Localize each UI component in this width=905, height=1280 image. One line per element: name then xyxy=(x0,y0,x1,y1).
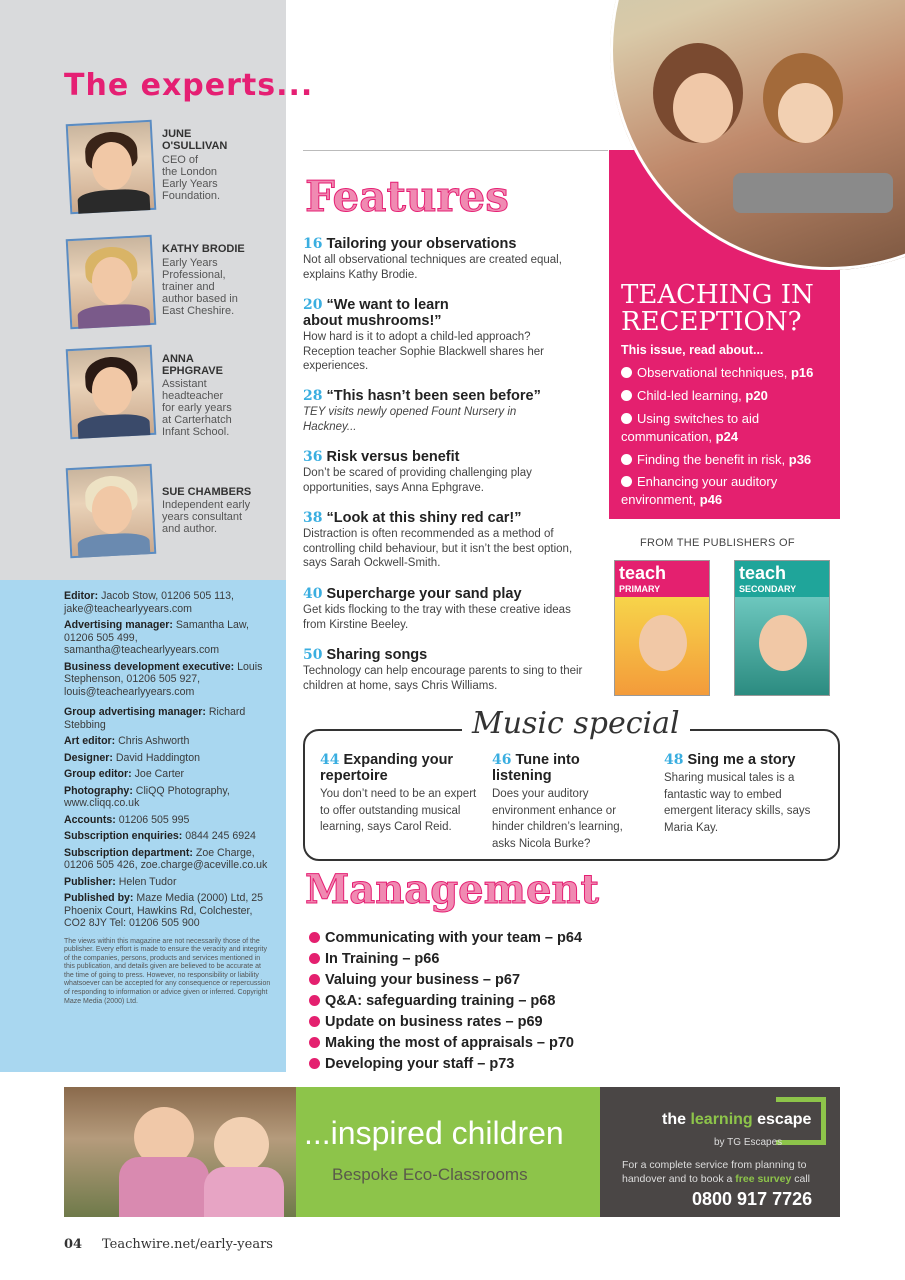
advert-photo xyxy=(64,1087,296,1217)
feature-item[interactable] xyxy=(303,449,573,495)
bullet-icon xyxy=(309,974,320,985)
management-item[interactable]: Developing your staff – p73 xyxy=(309,1056,514,1072)
management-heading: Management xyxy=(305,866,599,913)
feature-item[interactable] xyxy=(303,647,588,693)
credit-line: Group advertising manager: Richard Stebbing xyxy=(64,706,246,731)
feature-title: Sharing songs xyxy=(326,647,428,663)
reception-item[interactable]: Using switches to aid communication, p24 xyxy=(621,411,760,444)
advert-logo: the learning escape xyxy=(662,1111,812,1128)
magazine-cover-primary[interactable]: teach PRIMARY xyxy=(614,560,710,696)
credit-line: Accounts: 01206 505 995 xyxy=(64,813,190,826)
advert-text: handover and to book a free survey call xyxy=(622,1173,810,1185)
page-number-footer: 04 xyxy=(64,1237,83,1252)
feature-desc: Technology can help encourage parents to sing to their children at home, says Chris Williams. xyxy=(303,665,583,692)
page-number: 48 xyxy=(664,752,684,768)
advert-logo-by: by TG Escapes xyxy=(714,1137,783,1148)
bullet-icon xyxy=(621,390,632,401)
bullet-icon xyxy=(309,1037,320,1048)
publishers-label: FROM THE PUBLISHERS OF xyxy=(640,537,795,549)
feature-title: “Look at this shiny red car!” xyxy=(326,510,522,526)
feature-desc: How hard is it to adopt a child-led approach? Reception teacher Sophie Blackwell shares her experiences. xyxy=(303,331,544,372)
reception-item[interactable]: Finding the benefit in risk, p36 xyxy=(621,451,836,469)
management-item[interactable]: Q&A: safeguarding training – p68 xyxy=(309,993,555,1009)
feature-item[interactable] xyxy=(303,586,578,632)
expert-bio: Early Years Professional, trainer and author based in East Cheshire. xyxy=(162,257,238,317)
page-number: 16 xyxy=(303,236,323,252)
credit-line: Advertising manager: Samantha Law, 01206 505 499, samantha@teachearlyyears.com xyxy=(64,619,249,656)
feature-title: Supercharge your sand play xyxy=(326,586,522,602)
expert-name: SUE CHAMBERS xyxy=(162,486,252,498)
expert-bio: CEO of the London Early Years Foundation. xyxy=(162,154,221,202)
page-number: 36 xyxy=(303,449,323,465)
music-special-heading: Music special xyxy=(462,706,690,741)
bullet-icon xyxy=(309,1016,320,1027)
feature-title: Tailoring your observations xyxy=(326,236,517,252)
music-item-desc: You don’t need to be an expert to offer outstanding musical learning, says Carol Reid. xyxy=(320,788,477,833)
page-number: 44 xyxy=(320,752,340,768)
page-number: 20 xyxy=(303,297,323,313)
advert-text: For a complete service from planning to xyxy=(622,1159,807,1171)
bullet-icon xyxy=(309,1058,320,1069)
feature-title: “We want to learn about mushrooms!” xyxy=(303,297,449,329)
credit-line: Designer: David Haddington xyxy=(64,751,201,764)
music-item-title: Sing me a story xyxy=(687,752,796,768)
credit-line: Photography: CliQQ Photography, www.cliqq.co.uk xyxy=(64,784,230,809)
reception-item[interactable]: Child-led learning, p20 xyxy=(621,387,836,405)
credits-panel xyxy=(0,580,286,1072)
feature-item[interactable] xyxy=(303,510,588,571)
credit-line: Publisher: Helen Tudor xyxy=(64,875,177,888)
advert-tagline-panel xyxy=(296,1087,600,1217)
bullet-icon xyxy=(309,932,320,943)
expert-name: ANNA EPHGRAVE xyxy=(162,353,223,377)
expert-photo xyxy=(66,235,157,329)
bullet-icon xyxy=(309,995,320,1006)
music-item[interactable] xyxy=(492,752,644,852)
advert-banner[interactable] xyxy=(64,1087,840,1217)
experts-heading: The experts... xyxy=(64,68,314,103)
expert-bio: Independent early years consultant and author. xyxy=(162,499,251,535)
feature-desc: Distraction is often recommended as a method of controlling child behaviour, but it isn’t the best option, says Sarah Ockwell-Smith. xyxy=(303,528,573,569)
feature-item[interactable] xyxy=(303,388,543,434)
bullet-icon xyxy=(309,953,320,964)
feature-desc: Not all observational techniques are created equal, explains Kathy Brodie. xyxy=(303,254,562,281)
expert-photo xyxy=(66,464,157,558)
music-item[interactable] xyxy=(664,752,829,836)
expert-bio: Assistant headteacher for early years at Carterhatch Infant School. xyxy=(162,378,232,438)
feature-desc: Don’t be scared of providing challenging play opportunities, says Anna Ephgrave. xyxy=(303,467,532,494)
advert-subtitle: Bespoke Eco-Classrooms xyxy=(332,1165,528,1184)
management-item[interactable]: Communicating with your team – p64 xyxy=(309,930,582,946)
reception-item[interactable]: Enhancing your auditory environment, p46 xyxy=(621,474,778,507)
advert-tagline: ...inspired children xyxy=(304,1115,564,1151)
expert-name: JUNE O'SULLIVAN xyxy=(162,128,228,152)
bullet-icon xyxy=(621,367,632,378)
credit-line: Editor: Jacob Stow, 01206 505 113, jake@teachearlyyears.com xyxy=(64,590,235,615)
music-item-title: Tune into listening xyxy=(492,752,580,784)
credit-line: Subscription enquiries: 0844 245 6924 xyxy=(64,830,256,842)
footer-url[interactable]: Teachwire.net/early-years xyxy=(102,1237,273,1252)
page-number: 40 xyxy=(303,586,323,602)
music-item-desc: Does your auditory environment enhance or hinder children’s learning, asks Nicola Burke? xyxy=(492,788,623,850)
reception-subheading: This issue, read about... xyxy=(621,343,764,357)
management-item[interactable]: Making the most of appraisals – p70 xyxy=(309,1035,574,1051)
expert-photo xyxy=(66,120,157,214)
reception-item[interactable]: Observational techniques, p16 xyxy=(621,364,836,382)
page-number: 50 xyxy=(303,647,323,663)
page-number: 38 xyxy=(303,510,323,526)
music-item-title: Expanding your repertoire xyxy=(320,752,454,784)
expert-name: KATHY BRODIE xyxy=(162,243,245,255)
bullet-icon xyxy=(621,454,632,465)
credit-line: Subscription department: Zoe Charge, 01206 505 426, zoe.charge@aceville.co.uk xyxy=(64,846,268,871)
bullet-icon xyxy=(621,476,632,487)
advert-phone[interactable]: 0800 917 7726 xyxy=(692,1189,813,1209)
credit-line: Business development executive: Louis Stephenson, 01206 505 927, louis@teachearlyyears.com xyxy=(64,660,263,698)
features-divider xyxy=(303,150,608,151)
advert-contact-panel xyxy=(600,1087,840,1217)
page-number: 46 xyxy=(492,752,512,768)
expert-photo xyxy=(66,345,157,439)
credit-line: Group editor: Joe Carter xyxy=(64,768,185,780)
management-item[interactable]: Valuing your business – p67 xyxy=(309,972,520,988)
features-heading: Features xyxy=(305,172,509,221)
reception-heading: TEACHING IN RECEPTION? xyxy=(621,280,814,337)
credit-line: Art editor: Chris Ashworth xyxy=(64,735,190,747)
page-number: 28 xyxy=(303,388,323,404)
bullet-icon xyxy=(621,413,632,424)
feature-item[interactable] xyxy=(303,236,603,282)
feature-title: “This hasn’t been seen before” xyxy=(326,388,541,404)
management-item[interactable]: Update on business rates – p69 xyxy=(309,1014,543,1030)
feature-title: Risk versus benefit xyxy=(326,449,460,465)
feature-item[interactable] xyxy=(303,297,583,374)
music-item-desc: Sharing musical tales is a fantastic way to embed emergent literacy skills, says Maria Kay. xyxy=(664,772,811,834)
feature-desc: Get kids flocking to the tray with these creative ideas from Kirstine Beeley. xyxy=(303,604,571,631)
credit-line: Published by: Maze Media (2000) Ltd, 25 Phoenix Court, Hawkins Rd, Colchester, CO2 8JY Tel: 01206 505 900 xyxy=(64,892,264,929)
disclaimer: The views within this magazine are not necessarily those of the publisher. Every effort is made to ensure the veracity and integrity of the companies, persons, products and services mentioned in this publication, and details given are believed to be accurate at the time of going to press. However, no responsibility or liability whatsoever can be accepted for any consequence or repercussion of responding to information or advice given or inferred. Copyright Maze Media (2000) Ltd. xyxy=(64,937,271,1005)
magazine-cover-secondary[interactable]: teach SECONDARY xyxy=(734,560,830,696)
feature-desc: TEY visits newly opened Fount Nursery in Hackney... xyxy=(303,406,517,433)
management-item[interactable]: In Training – p66 xyxy=(309,951,439,967)
music-item[interactable] xyxy=(320,752,480,836)
